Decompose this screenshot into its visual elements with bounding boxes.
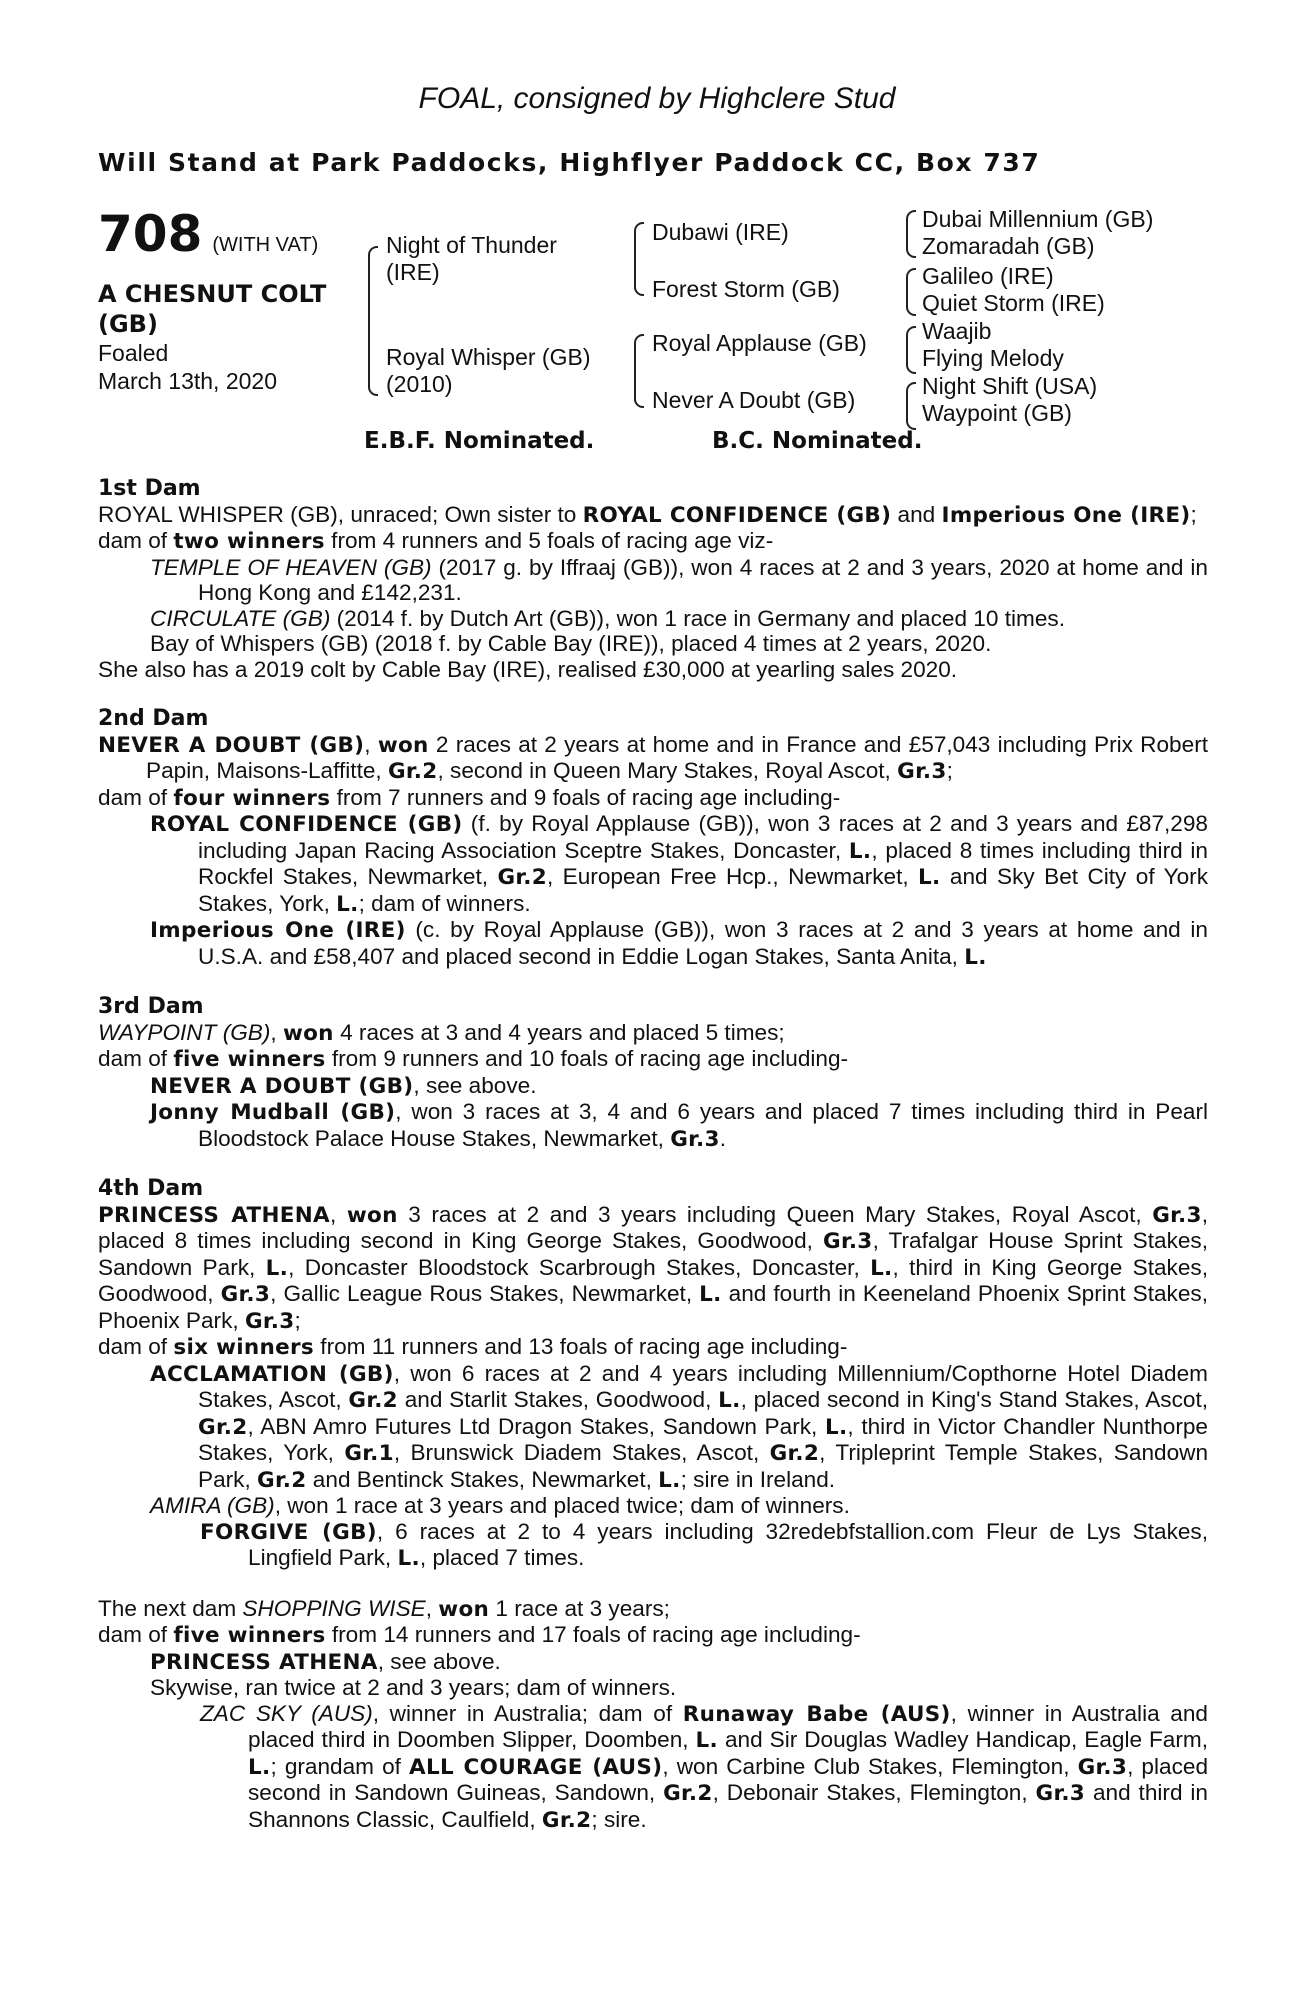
produce-entry: NEVER A DOUBT (GB), see above. bbox=[150, 1072, 537, 1099]
pedigree-brace bbox=[906, 382, 916, 430]
pedigree-brace bbox=[368, 246, 378, 396]
section-heading: 1st Dam bbox=[98, 476, 201, 501]
lot-number: 708 bbox=[98, 205, 203, 263]
dd-dam: Waypoint (GB) bbox=[922, 400, 1072, 426]
bc-nomination: B.C. Nominated. bbox=[712, 428, 923, 454]
lot-block bbox=[98, 205, 368, 395]
stand-line: Will Stand at Park Paddocks, Highflyer Paddock CC, Box 737 bbox=[98, 148, 1041, 177]
sire-sire: Dubawi (IRE) bbox=[652, 219, 789, 245]
first-dam-section bbox=[98, 476, 1208, 682]
dam-line1: Royal Whisper (GB) bbox=[386, 344, 591, 370]
fourth-dam-section bbox=[98, 1176, 1208, 1572]
sd-dam: Quiet Storm (IRE) bbox=[922, 290, 1105, 316]
consignment-line: FOAL, consigned by Highclere Stud bbox=[418, 82, 896, 115]
produce-entry: Skywise, ran twice at 2 and 3 years; dam of winners. bbox=[150, 1675, 677, 1700]
lot-number-row bbox=[98, 205, 368, 271]
produce-entry: CIRCULATE (GB) (2014 f. by Dutch Art (GB)), won 1 race in Germany and placed 10 times. bbox=[150, 605, 1065, 631]
produce-entry: AMIRA (GB), won 1 race at 3 years and placed twice; dam of winners. bbox=[150, 1493, 850, 1518]
produce-summary: dam of five winners from 14 runners and 17 foals of racing age including- bbox=[98, 1622, 861, 1648]
pedigree-brace bbox=[906, 268, 916, 316]
produce-entry: TEMPLE OF HEAVEN (GB) (2017 g. by Iffraaj (GB)), won 4 races at 2 and 3 years, 2020 at home and in Hong Kong and £142,231. bbox=[150, 554, 1208, 605]
dd-sire: Night Shift (USA) bbox=[922, 373, 1098, 399]
lot-description-line2: (GB) bbox=[98, 310, 158, 338]
lot-description bbox=[98, 279, 368, 339]
produce-summary: dam of six winners from 11 runners and 13 foals of racing age including- bbox=[98, 1334, 848, 1360]
dam-record: The next dam SHOPPING WISE, won 1 race at 3 years; bbox=[98, 1595, 670, 1622]
produce-entry: Imperious One (IRE) (c. by Royal Applause (GB)), won 3 races at 2 and 3 years at home and in U.S.A. and £58,407 and placed second in Eddie Logan Stakes, Santa Anita, L. bbox=[150, 917, 1208, 970]
second-dam-section bbox=[98, 706, 1208, 970]
sd-sire: Galileo (IRE) bbox=[922, 263, 1054, 289]
pedigree-brace bbox=[906, 210, 916, 258]
dam-record: NEVER A DOUBT (GB), won 2 races at 2 years at home and in France and £57,043 including Prix Robert Papin, Maisons-Laffitte, Gr.2, second in Queen Mary Stakes, Royal Ascot, Gr.3; bbox=[98, 731, 1208, 784]
section-heading: 2nd Dam bbox=[98, 706, 209, 731]
sire-dam: Forest Storm (GB) bbox=[652, 276, 840, 302]
ds-sire: Waajib bbox=[922, 318, 992, 344]
produce-entry: ACCLAMATION (GB), won 6 races at 2 and 4 years including Millennium/Copthorne Hotel Diadem Stakes, Ascot, Gr.2 and Starlit Stakes, Goodwood, L., placed second in King's Stand Stakes, Ascot, Gr.2, ABN Amro Futures Ltd Dragon Stakes, Sandown Park, L., third in Victor Chandler Nunthorpe Stakes, York, Gr.1, Brunswick Diadem Stakes, Ascot, Gr.2, Tripleprint Temple Stakes, Sandown Park, Gr.2 and Bentinck Stakes, Newmarket, L.; sire in Ireland. bbox=[150, 1360, 1209, 1493]
produce-entry: ZAC SKY (AUS), winner in Australia; dam of Runaway Babe (AUS), winner in Australia and placed third in Doomben Slipper, Doomben, L. and Sir Douglas Wadley Handicap, Eagle Farm, L.; grandam of ALL COURAGE (AUS), won Carbine Club Stakes, Flemington, Gr.3, placed second in Sandown Guineas, Sandown, Gr.2, Debonair Stakes, Flemington, Gr.3 and third in Shannons Classic, Caulfield, Gr.2; sire. bbox=[200, 1700, 1209, 1833]
produce-summary: dam of two winners from 4 runners and 5 foals of racing age viz- bbox=[98, 528, 774, 554]
ss-sire: Dubai Millennium (GB) bbox=[922, 206, 1154, 232]
dam-sire: Royal Applause (GB) bbox=[652, 330, 867, 356]
ss-dam: Zomaradah (GB) bbox=[922, 233, 1095, 259]
foaled-label: Foaled bbox=[98, 340, 169, 366]
produce-entry: Bay of Whispers (GB) (2018 f. by Cable Bay (IRE)), placed 4 times at 2 years, 2020. bbox=[150, 631, 992, 656]
ds-dam: Flying Melody bbox=[922, 345, 1064, 371]
dam-record: WAYPOINT (GB), won 4 races at 3 and 4 years and placed 5 times; bbox=[98, 1019, 785, 1046]
dam-dam: Never A Doubt (GB) bbox=[652, 387, 856, 413]
dam-line2: (2010) bbox=[386, 371, 453, 397]
sire-line2: (IRE) bbox=[386, 259, 440, 285]
next-dam-section bbox=[98, 1596, 1208, 1834]
produce-summary: dam of five winners from 9 runners and 10 foals of racing age including- bbox=[98, 1046, 849, 1072]
sire-line1: Night of Thunder bbox=[386, 232, 557, 258]
section-heading: 3rd Dam bbox=[98, 994, 204, 1019]
pedigree-brace bbox=[634, 334, 644, 408]
dam-record: PRINCESS ATHENA, won 3 races at 2 and 3 years including Queen Mary Stakes, Royal Ascot, Gr.3, placed 8 times including second in King George Stakes, Goodwood, Gr.3, Trafalgar House Sprint Stakes, Sandown Park, L., Doncaster Bloodstock Scarbrough Stakes, Doncaster, L., third in King George Stakes, Goodwood, Gr.3, Gallic League Rous Stakes, Newmarket, L. and fourth in Keeneland Phoenix Sprint Stakes, Phoenix Park, Gr.3; bbox=[98, 1201, 1209, 1334]
produce-summary: dam of four winners from 7 runners and 9 foals of racing age including- bbox=[98, 784, 841, 811]
produce-entry: Jonny Mudball (GB), won 3 races at 3, 4 and 6 years and placed 7 times including third in Pearl Bloodstock Palace House Stakes, Newmarket, Gr.3. bbox=[150, 1099, 1208, 1152]
section-heading: 4th Dam bbox=[98, 1176, 204, 1201]
dam-records bbox=[98, 476, 1208, 1833]
produce-entry: FORGIVE (GB), 6 races at 2 to 4 years including 32redebfstallion.com Fleur de Lys Stakes, Lingfield Park, L., placed 7 times. bbox=[200, 1518, 1209, 1571]
third-dam-section bbox=[98, 994, 1208, 1152]
foaled-date: March 13th, 2020 bbox=[98, 368, 278, 394]
produce-entry: ROYAL CONFIDENCE (GB) (f. by Royal Applause (GB)), won 3 races at 2 and 3 years and £87,298 including Japan Racing Association Sceptre Stakes, Doncaster, L., placed 8 times including third in Rockfel Stakes, Newmarket, Gr.2, European Free Hcp., Newmarket, L. and Sky Bet City of York Stakes, York, L.; dam of winners. bbox=[150, 811, 1209, 917]
lot-description-line1: A CHESNUT COLT bbox=[98, 280, 327, 308]
produce-note: She also has a 2019 colt by Cable Bay (IRE), realised £30,000 at yearling sales 2020. bbox=[98, 656, 958, 682]
produce-entry: PRINCESS ATHENA, see above. bbox=[150, 1648, 501, 1675]
vat-label: (WITH VAT) bbox=[212, 234, 319, 256]
dam-record: ROYAL WHISPER (GB), unraced; Own sister to ROYAL CONFIDENCE (GB) and Imperious One (IRE); bbox=[98, 501, 1197, 528]
ebf-nomination: E.B.F. Nominated. bbox=[364, 428, 595, 454]
pedigree-brace bbox=[906, 326, 916, 374]
pedigree-brace bbox=[634, 222, 644, 296]
